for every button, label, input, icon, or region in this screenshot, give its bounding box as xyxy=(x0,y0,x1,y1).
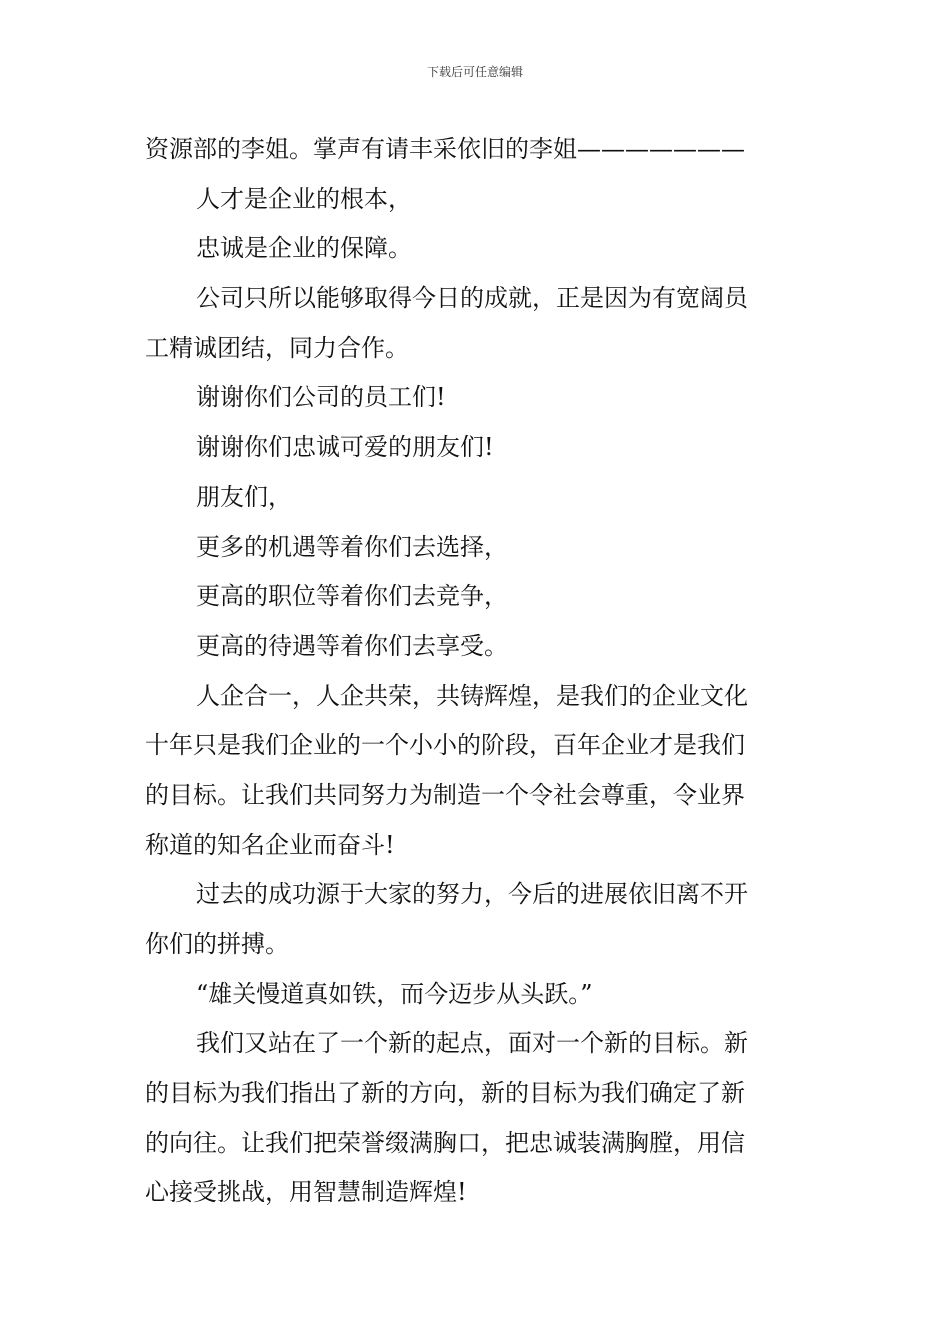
text-line: 过去的成功源于大家的努力，今后的进展依旧离不开 xyxy=(196,880,748,909)
text-line: 忠诚是企业的保障。 xyxy=(196,234,412,263)
text-line: 的目标为我们指出了新的方向，新的目标为我们确定了新 xyxy=(145,1079,745,1108)
text-line: 我们又站在了一个新的起点，面对一个新的目标。新 xyxy=(196,1029,748,1058)
page-header: 下载后可任意编辑 xyxy=(426,65,523,79)
text-line: 谢谢你们忠诚可爱的朋友们! xyxy=(196,433,494,462)
text-line: 称道的知名企业而奋斗! xyxy=(145,830,395,859)
text-line: 人才是企业的根本， xyxy=(196,184,412,213)
text-line: 人企合一，人企共荣，共铸辉煌，是我们的企业文化 xyxy=(196,681,748,710)
text-line: 更高的职位等着你们去竞争， xyxy=(196,582,508,611)
text-line: “雄关慢道真如铁，而今迈步从头跃。” xyxy=(196,979,593,1008)
text-line: 的向往。让我们把荣誉缀满胸口，把忠诚装满胸膛，用信 xyxy=(145,1128,745,1157)
text-line: 资源部的李姐。掌声有请丰采依旧的李姐——————— xyxy=(145,135,745,163)
text-line: 朋友们， xyxy=(196,482,292,511)
text-line: 十年只是我们企业的一个小小的阶段，百年企业才是我们 xyxy=(145,731,745,760)
text-line: 你们的拼搏。 xyxy=(145,930,289,958)
text-line: 更高的待遇等着你们去享受。 xyxy=(196,631,508,660)
body-text xyxy=(145,125,805,1218)
text-line: 的目标。让我们共同努力为制造一个令社会尊重，令业界 xyxy=(145,780,745,809)
text-line: 更多的机遇等着你们去选择， xyxy=(196,532,508,561)
text-line: 公司只所以能够取得今日的成就，正是因为有宽阔员 xyxy=(196,284,748,313)
text-line: 心接受挑战，用智慧制造辉煌! xyxy=(145,1178,467,1207)
text-line: 谢谢你们公司的员工们! xyxy=(196,383,446,412)
text-line: 工精诚团结，同力合作。 xyxy=(145,333,409,362)
